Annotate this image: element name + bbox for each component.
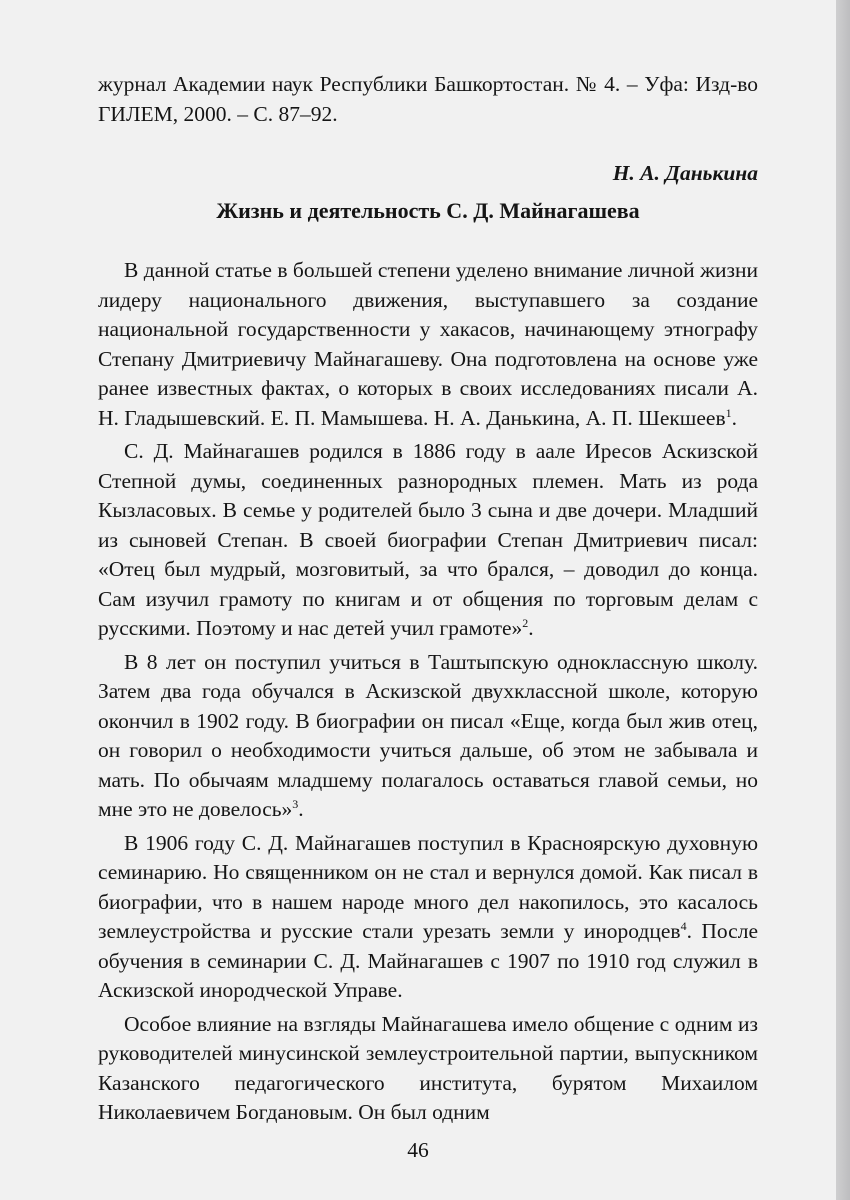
paragraph: В данной статье в большей степени уделено внимание личной жизни лидеру национального движения, выступавшего за создание национальной государственности у хакасов, начинающему этнографу Степану Дмитриевичу Майнагашеву. Она подготовлена на основе уже ранее известных фактах, о которых в своих исследованиях писали А. Н. Гладышевский. Е. П. Мамышева. Н. А. Данькина, А. П. Шекшеев$^1$.	[98, 258, 758, 430]
footnote-ref: 4	[680, 918, 687, 933]
paragraph: С. Д. Майнагашев родился в 1886 году в аале Иресов Аскизской Степной думы, соединенных разнородных племен. Мать из рода Кызласовых. В семье у родителей было 3 сына и две дочери. Младший из сыновей Степан. В своей биографии Степан Дмитриевич писал: «Отец был мудрый, мозговитый, за что брался, – доводил до конца. Сам изучил грамоту по книгам и от общения по торговым делам с русскими. Поэтому и нас детей учил грамоте»$^2$.	[98, 439, 758, 640]
footnote-ref: 1	[725, 405, 732, 420]
paragraph: В 1906 году С. Д. Майнагашев поступил в Красноярскую духовную семинарию. Но священником он не стал и вернулся домой. Как писал в биографии, что в нашем народе много дел накопилось, это касалось землеустройства и русские стали урезать земли у инородцев$^4$. После обучения в семинарии С. Д. Майнагашев с 1907 по 1910 год служил в Аскизской инородческой Управе.	[98, 830, 758, 1002]
page-edge	[836, 0, 850, 1200]
paragraph: В 8 лет он поступил учиться в Таштыпскую одноклассную школу. Затем два года обучался в Аскизской двухклассной школе, которую окончил в 1902 году. В биографии он писал «Еще, когда был жив отец, он говорил о необходимости учиться дальше, об этом не забывала и мать. По обычаям младшему полагалось оставаться главой семьи, но мне это не довелось»$^3$.	[98, 649, 758, 821]
reference-continuation: журнал Академии наук Республики Башкортостан. № 4. – Уфа: Изд-во ГИЛЕМ, 2000. – С. 87–92.	[98, 72, 758, 126]
page-number: 46	[407, 1138, 429, 1162]
article-content	[98, 70, 758, 1132]
footnote-ref: 3	[292, 796, 299, 811]
paragraph: Особое влияние на взгляды Майнагашева имело общение с одним из руководителей минусинской землеустроительной партии, выпускником Казанского педагогического института, бурятом Михаилом Николаевичем Богдановым. Он был одним	[98, 1011, 758, 1124]
author-name: Н. А. Данькина	[612, 161, 758, 185]
article-title: Жизнь и деятельность С. Д. Майнагашева	[216, 197, 640, 223]
footnote-ref: 2	[522, 615, 529, 630]
